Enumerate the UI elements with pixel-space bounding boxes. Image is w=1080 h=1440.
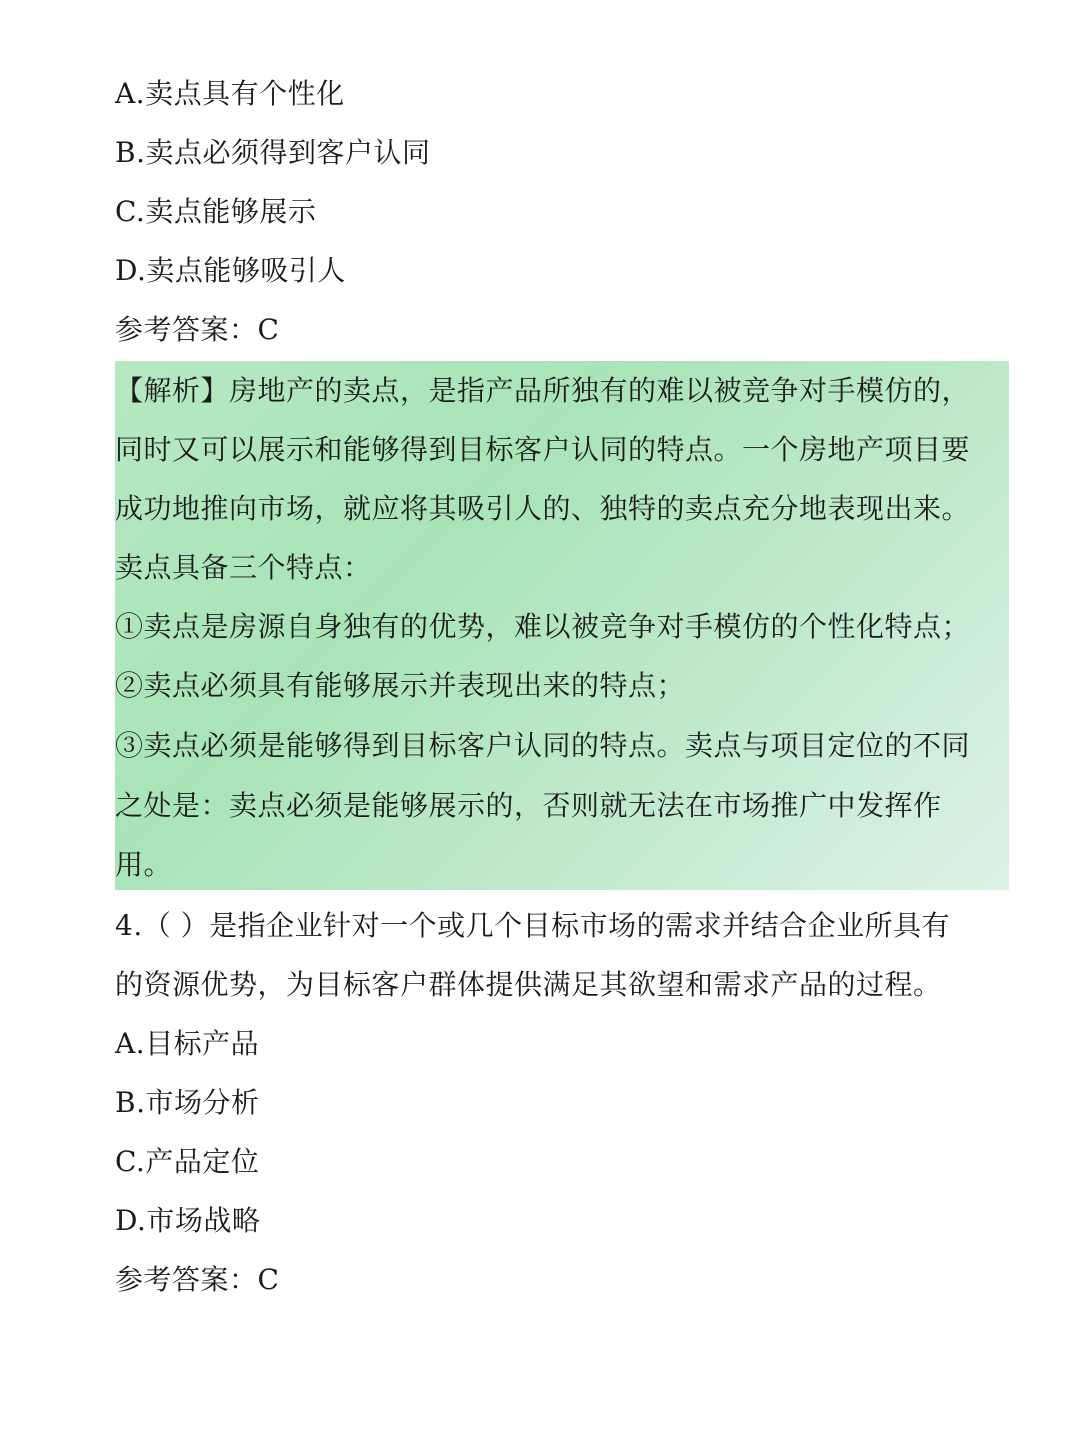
analysis-line: 之处是：卖点必须是能够展示的，否则就无法在市场推广中发挥作 [115,789,942,822]
analysis-line: ③卖点必须是能够得到目标客户认同的特点。卖点与项目定位的不同 [115,729,971,762]
q4-question-line: 4.（ ）是指企业针对一个或几个目标市场的需求并结合企业所具有 [115,909,951,942]
q3-option-a: A.卖点具有个性化 [115,77,345,110]
q4-answer: 参考答案：C [115,1263,280,1296]
analysis-box [115,361,1009,890]
q4-option-a: A.目标产品 [115,1027,260,1060]
analysis-line: 成功地推向市场，就应将其吸引人的、独特的卖点充分地表现出来。 [115,492,971,525]
q4-option-c: C.产品定位 [115,1145,260,1178]
q4-question-line: 的资源优势，为目标客户群体提供满足其欲望和需求产品的过程。 [115,968,942,1001]
q3-option-b: B.卖点必须得到客户认同 [115,136,431,169]
analysis-line: ②卖点必须具有能够展示并表现出来的特点； [115,669,686,702]
q3-option-c: C.卖点能够展示 [115,195,317,228]
q4-option-d: D.市场战略 [115,1204,261,1237]
analysis-line: 【解析】房地产的卖点，是指产品所独有的难以被竞争对手模仿的， [115,374,971,407]
analysis-line: ①卖点是房源自身独有的优势，难以被竞争对手模仿的个性化特点； [115,610,971,643]
q3-option-d: D.卖点能够吸引人 [115,254,346,287]
q4-option-b: B.市场分析 [115,1086,260,1119]
analysis-line: 用。 [115,848,173,881]
analysis-line: 卖点具备三个特点： [115,551,372,584]
q3-answer: 参考答案：C [115,313,280,346]
analysis-line: 同时又可以展示和能够得到目标客户认同的特点。一个房地产项目要 [115,433,971,466]
